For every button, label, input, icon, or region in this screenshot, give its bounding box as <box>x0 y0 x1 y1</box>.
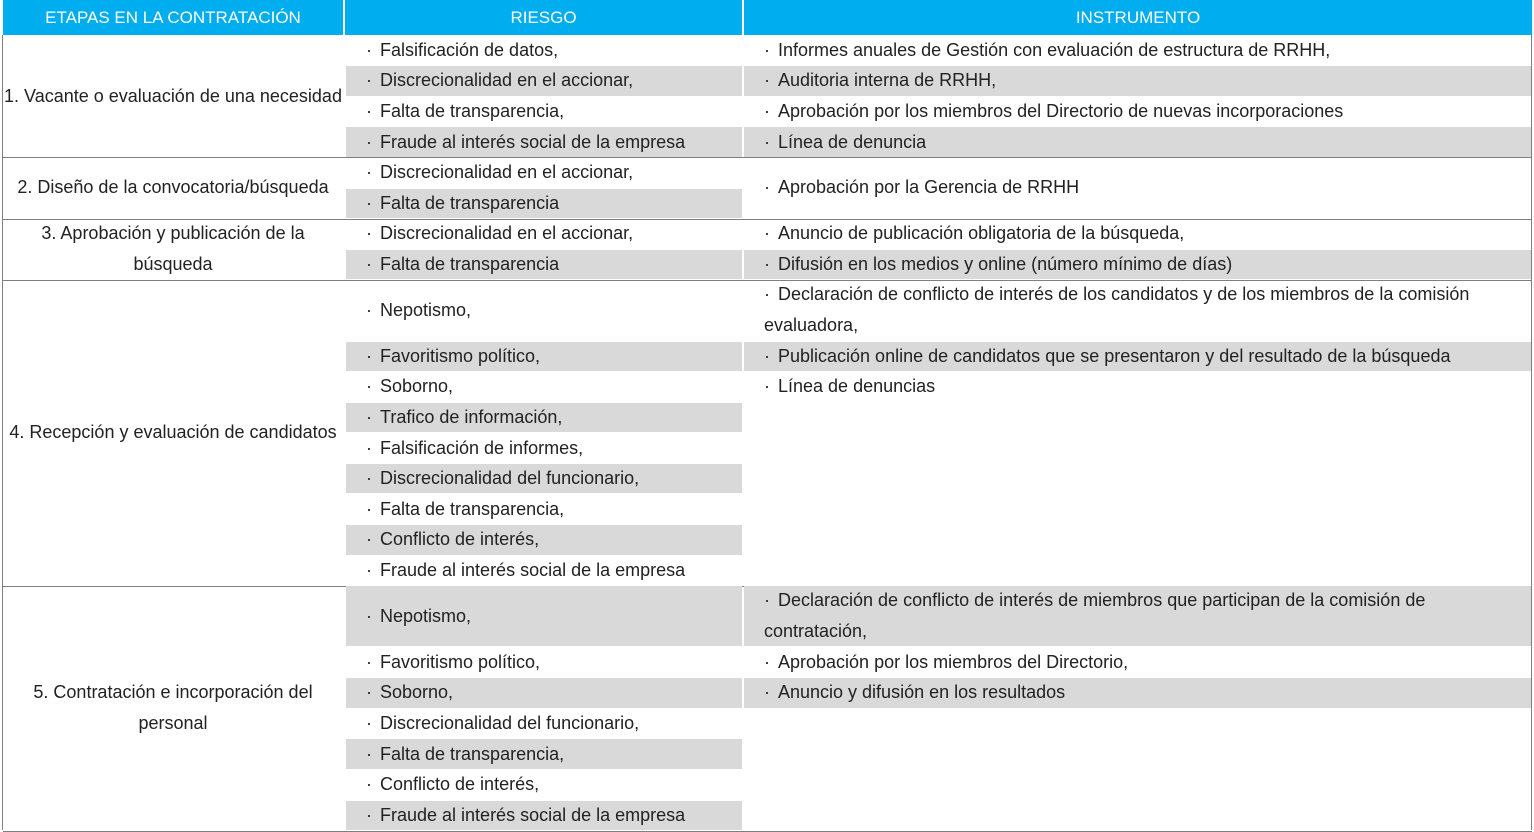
risk-item <box>346 403 742 433</box>
risk-text: Soborno, <box>380 682 454 703</box>
instrument-item <box>744 127 1532 157</box>
bullet-dot: · <box>764 376 770 397</box>
risk-item <box>346 342 742 372</box>
risk-text: Falta de transparencia, <box>380 498 565 519</box>
risk-text: Favoritismo político, <box>380 651 541 672</box>
header-risk: RIESGO <box>345 0 742 35</box>
risk-text: Fraude al interés social de la empresa <box>380 804 686 825</box>
bullet-dot: · <box>366 70 372 91</box>
instrument-text: Declaración de conflicto de interés de miembros que participan de la comisión de contratación, <box>764 590 1426 642</box>
risk-text: Fraude al interés social de la empresa <box>380 131 686 152</box>
bullet-dot: · <box>366 651 372 672</box>
instrument-item <box>744 648 1532 678</box>
stage-label: 2. Diseño de la convocatoria/búsqueda <box>17 177 329 198</box>
risk-item <box>346 219 742 249</box>
risk-item <box>346 372 742 402</box>
instrument-text: Anuncio de publicación obligatoria de la búsqueda, <box>778 223 1185 244</box>
bullet-dot: · <box>764 590 770 611</box>
bullet-dot: · <box>764 177 770 198</box>
risk-text: Discrecionalidad del funcionario, <box>380 712 640 733</box>
risk-item <box>346 770 742 800</box>
instrument-text: Difusión en los medios y online (número mínimo de días) <box>778 253 1233 274</box>
risk-text: Soborno, <box>380 376 454 397</box>
bullet-dot: · <box>366 100 372 121</box>
bullet-dot: · <box>764 345 770 366</box>
risk-text: Favoritismo político, <box>380 345 541 366</box>
bullet-dot: · <box>764 131 770 152</box>
bullet-dot: · <box>366 162 372 183</box>
risk-item <box>346 250 742 280</box>
bullet-dot: · <box>366 39 372 60</box>
instrument-item <box>744 372 1532 402</box>
risk-item <box>346 158 742 188</box>
table-left-border <box>2 35 3 830</box>
instrument-item <box>744 586 1532 646</box>
instrument-item <box>744 219 1532 249</box>
bullet-dot: · <box>366 131 372 152</box>
instrument-text: Publicación online de candidatos que se presentaron y del resultado de la búsqueda <box>778 345 1451 366</box>
instrument-text: Aprobación por la Gerencia de RRHH <box>778 177 1080 198</box>
bullet-dot: · <box>366 437 372 458</box>
bullet-dot: · <box>366 498 372 519</box>
stage-label: 4. Recepción y evaluación de candidatos <box>9 422 337 443</box>
bullet-dot: · <box>366 774 372 795</box>
bullet-dot: · <box>366 345 372 366</box>
instrument-item <box>744 280 1532 340</box>
bullet-dot: · <box>764 39 770 60</box>
bullet-dot: · <box>764 253 770 274</box>
bullet-dot: · <box>366 299 372 320</box>
bullet-dot: · <box>764 70 770 91</box>
risk-item <box>346 678 742 708</box>
bullet-dot: · <box>764 651 770 672</box>
bullet-dot: · <box>366 712 372 733</box>
risk-text: Discrecionalidad en el accionar, <box>380 223 634 244</box>
bullet-dot: · <box>366 468 372 489</box>
risk-text: Falta de transparencia, <box>380 100 565 121</box>
instrument-text: Informes anuales de Gestión con evaluación de estructura de RRHH, <box>778 39 1331 60</box>
risk-item <box>346 525 742 555</box>
instrument-item <box>744 36 1532 66</box>
risk-item <box>346 648 742 678</box>
bullet-dot: · <box>366 192 372 213</box>
bullet-dot: · <box>366 223 372 244</box>
table-right-border <box>1531 35 1532 830</box>
instrument-item <box>744 97 1532 127</box>
instrument-item <box>744 342 1532 372</box>
stage-label: 3. Aprobación y publicación de la búsqueda <box>41 223 305 275</box>
bullet-dot: · <box>366 743 372 764</box>
bullet-dot: · <box>366 406 372 427</box>
risk-item <box>346 127 742 157</box>
instrument-text: Declaración de conflicto de interés de los candidatos y de los miembros de la comisión evaluadora, <box>764 284 1470 336</box>
risk-item <box>346 97 742 127</box>
risk-text: Discrecionalidad en el accionar, <box>380 70 634 91</box>
instrument-text: Aprobación por los miembros del Directorio, <box>778 651 1129 672</box>
risk-item <box>346 280 742 340</box>
risk-text: Falta de transparencia <box>380 192 560 213</box>
bullet-dot: · <box>366 253 372 274</box>
header-stage: ETAPAS EN LA CONTRATACIÓN <box>3 0 343 35</box>
instrument-text: Línea de denuncia <box>778 131 927 152</box>
risk-text: Discrecionalidad en el accionar, <box>380 162 634 183</box>
instrument-item <box>744 66 1532 96</box>
stage-label: 1. Vacante o evaluación de una necesidad <box>4 85 342 106</box>
bullet-dot: · <box>764 100 770 121</box>
instrument-item <box>744 158 1532 218</box>
risk-item <box>346 495 742 525</box>
bullet-dot: · <box>366 605 372 626</box>
risk-text: Fraude al interés social de la empresa <box>380 559 686 580</box>
risk-item <box>346 433 742 463</box>
risk-item <box>346 189 742 219</box>
risk-item <box>346 464 742 494</box>
risk-item <box>346 36 742 66</box>
bullet-dot: · <box>764 223 770 244</box>
header-instrument: INSTRUMENTO <box>744 0 1532 35</box>
risk-text: Nepotismo, <box>380 299 472 320</box>
instrument-text: Aprobación por los miembros del Directorio de nuevas incorporaciones <box>778 100 1344 121</box>
instrument-text: Línea de denuncias <box>778 376 936 397</box>
risk-text: Falta de transparencia, <box>380 743 565 764</box>
bullet-dot: · <box>366 682 372 703</box>
instrument-text: Anuncio y difusión en los resultados <box>778 682 1066 703</box>
risk-text: Conflicto de interés, <box>380 774 540 795</box>
risk-text: Conflicto de interés, <box>380 529 540 550</box>
risk-text: Discrecionalidad del funcionario, <box>380 468 640 489</box>
bullet-dot: · <box>366 529 372 550</box>
bullet-dot: · <box>366 804 372 825</box>
risk-text: Trafico de información, <box>380 406 563 427</box>
instrument-item <box>744 250 1532 280</box>
stage-label: 5. Contratación e incorporación del personal <box>33 682 313 734</box>
risk-item <box>346 709 742 739</box>
bullet-dot: · <box>764 284 770 305</box>
instrument-item <box>744 678 1532 708</box>
risk-text: Falsificación de datos, <box>380 39 559 60</box>
stage-divider <box>3 831 1532 832</box>
bullet-dot: · <box>764 682 770 703</box>
risk-item <box>346 556 742 586</box>
risk-text: Nepotismo, <box>380 605 472 626</box>
risk-text: Falta de transparencia <box>380 253 560 274</box>
instrument-text: Auditoria interna de RRHH, <box>778 70 997 91</box>
bullet-dot: · <box>366 376 372 397</box>
risk-item <box>346 801 742 831</box>
bullet-dot: · <box>366 559 372 580</box>
risk-text: Falsificación de informes, <box>380 437 584 458</box>
risk-item <box>346 66 742 96</box>
risk-item <box>346 739 742 769</box>
risk-item <box>346 586 742 646</box>
